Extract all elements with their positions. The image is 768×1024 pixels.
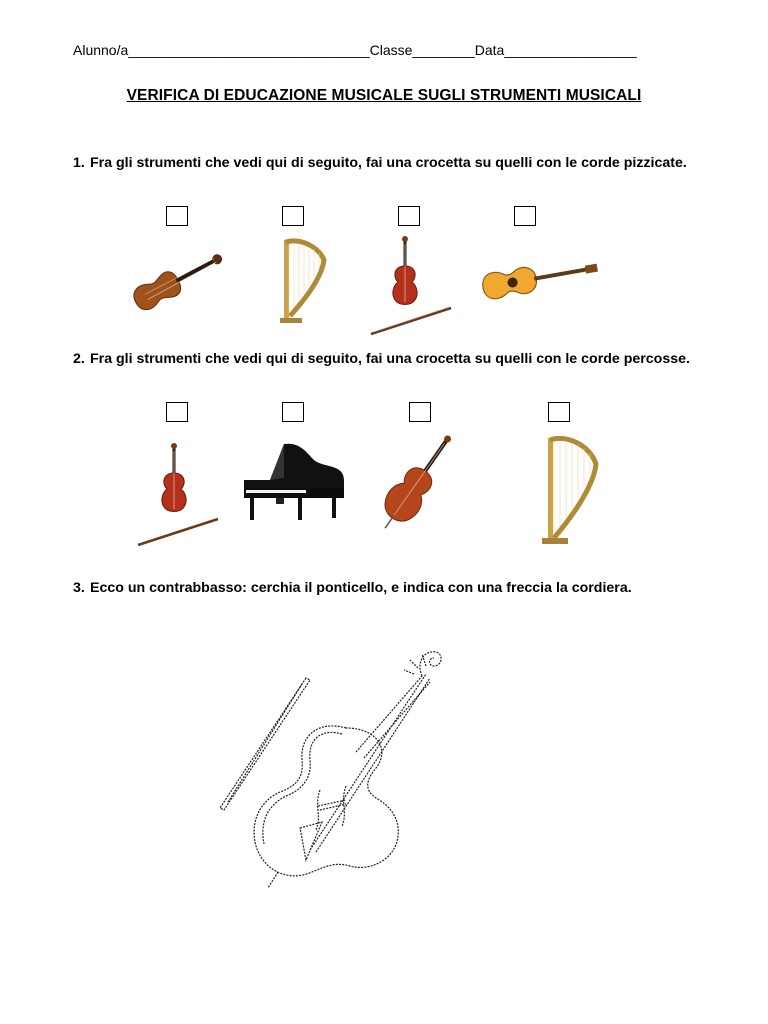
double-bass-drawing-icon	[150, 610, 540, 950]
question-3	[73, 578, 713, 598]
violin-with-bow-icon	[134, 441, 220, 547]
question-2	[73, 349, 713, 369]
page-title: VERIFICA DI EDUCAZIONE MUSICALE SUGLI STRUMENTI MUSICALI	[126, 87, 642, 104]
checkbox-q2-harp[interactable]	[548, 402, 570, 422]
class-label: Classe	[369, 42, 413, 58]
question-text: Fra gli strumenti che vedi qui di seguito, fai una crocetta su quelli con le corde percosse.	[90, 351, 690, 367]
question-text: Ecco un contrabbasso: cerchia il ponticello, e indica con una freccia la cordiera.	[90, 580, 632, 596]
harp-icon	[278, 236, 330, 326]
checkbox-q1-violin[interactable]	[166, 206, 188, 226]
question-number: 2.	[73, 351, 85, 367]
guitar-icon	[478, 248, 600, 306]
student-info-line	[73, 42, 637, 58]
question-number: 1.	[73, 155, 85, 171]
cello-icon	[372, 426, 460, 542]
grand-piano-icon	[240, 440, 348, 524]
question-1	[73, 153, 713, 173]
checkbox-q2-piano[interactable]	[282, 402, 304, 422]
question-number: 3.	[73, 580, 85, 596]
violin-with-bow-icon	[365, 234, 455, 338]
student-name-field[interactable]: _______________________________	[128, 42, 370, 58]
student-label: Alunno/a	[73, 42, 129, 58]
checkbox-q2-violin-bow[interactable]	[166, 402, 188, 422]
checkbox-q2-cello[interactable]	[409, 402, 431, 422]
checkbox-q1-violin-bow[interactable]	[398, 206, 420, 226]
checkbox-q1-guitar[interactable]	[514, 206, 536, 226]
checkbox-q1-harp[interactable]	[282, 206, 304, 226]
violin-icon	[120, 238, 240, 320]
class-field[interactable]: ________	[412, 42, 475, 58]
harp-icon	[540, 434, 602, 548]
date-label: Data	[474, 42, 505, 58]
date-field[interactable]: _________________	[504, 42, 637, 58]
question-text: Fra gli strumenti che vedi qui di seguito, fai una crocetta su quelli con le corde pizzicate.	[90, 155, 687, 171]
